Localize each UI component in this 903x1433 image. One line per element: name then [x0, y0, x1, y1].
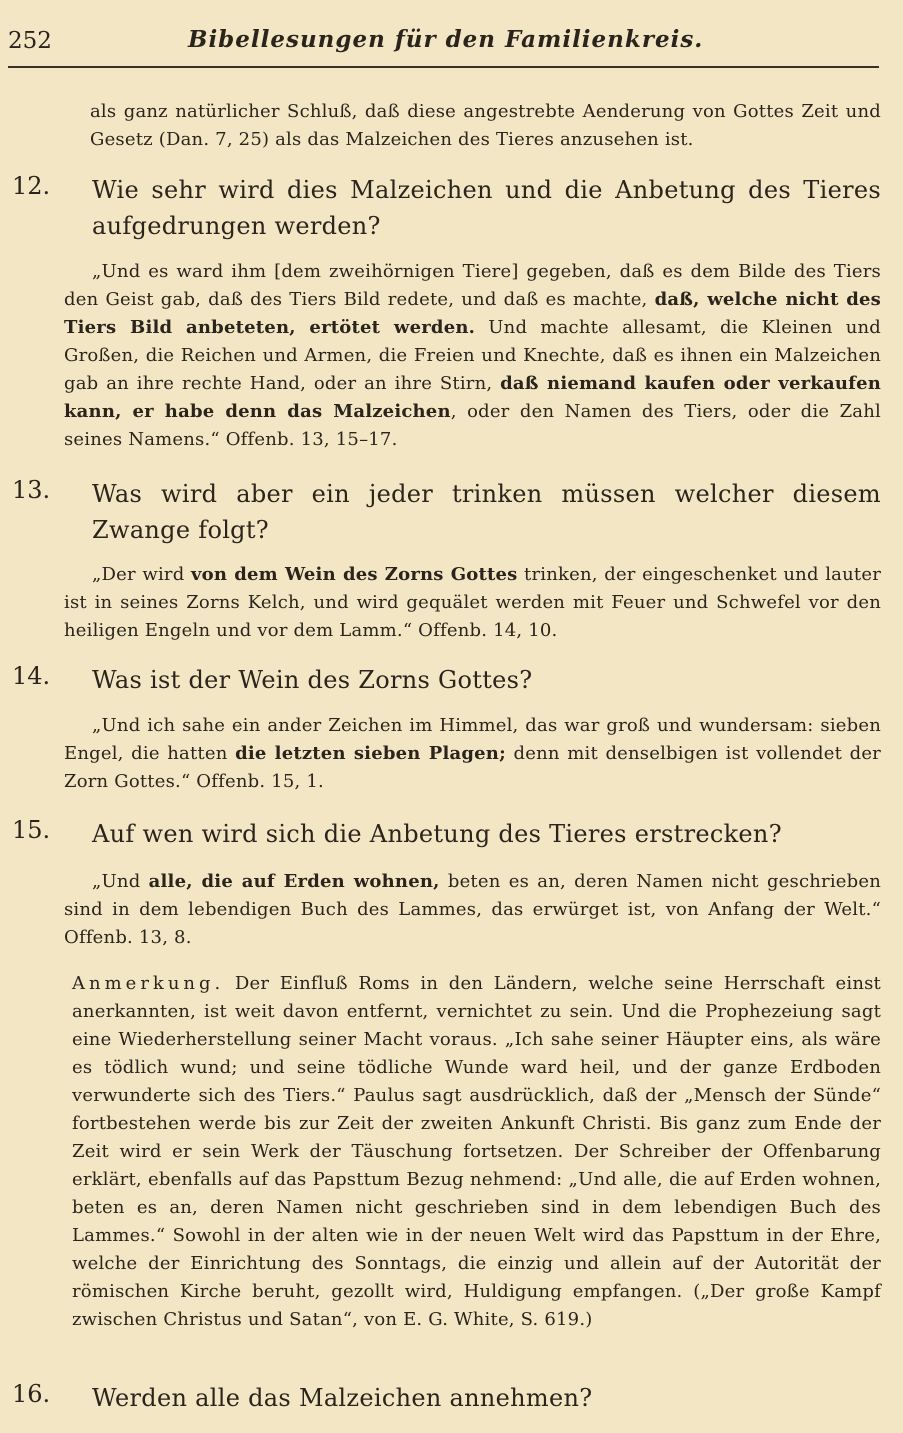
question-number: 13. — [12, 476, 51, 504]
answer-14 — [8, 712, 881, 796]
quote-text: beten es an, deren Namen nicht geschrieben sind in dem lebendigen Buch des Lammes, das erwürget ist, von Anfang der Welt.“ Offenb. 13, 8. — [64, 871, 882, 948]
quote-text: denn mit denselbigen ist vollendet der Zorn Gottes.“ Offenb. 15, 1. — [64, 743, 881, 792]
quote-text: trinken, der eingeschenket und lauter ist in seines Zorns Kelch, und wird gequälet werden mit Feuer und Schwefel vor den heiligen Engeln und vor dem Lamm.“ Offenb. 14, 10. — [64, 564, 881, 641]
intro-continuation — [8, 98, 881, 154]
bible-quote — [64, 561, 881, 645]
running-title: Bibellesungen für den Familienkreis. — [188, 26, 704, 53]
quote-emphasis: von dem Wein des Zorns Gottes — [190, 564, 518, 585]
answer-12 — [8, 258, 881, 454]
question-text: Werden alle das Malzeichen annehmen? — [92, 1384, 593, 1412]
question-number: 12. — [12, 172, 51, 200]
annotation — [8, 970, 881, 1334]
question-14 — [8, 662, 881, 698]
page-header — [8, 22, 879, 68]
question-16 — [8, 1380, 881, 1416]
question-15 — [8, 816, 881, 852]
bible-quote — [64, 868, 881, 952]
annotation-label: Anmerkung. — [72, 973, 225, 994]
quote-text: „Und — [92, 871, 149, 892]
quote-emphasis: daß niemand kaufen oder verkaufen kann, er habe denn das Malzeichen — [64, 373, 882, 422]
bible-quote — [64, 258, 881, 454]
intro-text: als ganz natürlicher Schluß, daß diese angestrebte Aenderung von Gottes Zeit und Gesetz (Dan. 7, 25) als das Malzeichen des Tieres anzusehen ist. — [90, 101, 881, 150]
quote-text: „Der wird — [92, 564, 191, 585]
question-text: Was ist der Wein des Zorns Gottes? — [92, 666, 533, 694]
quote-emphasis: alle, die auf Erden wohnen, — [148, 871, 440, 892]
question-text: Wie sehr wird dies Malzeichen und die Anbetung des Tieres aufgedrungen werden? — [92, 176, 881, 240]
question-text: Was wird aber ein jeder trinken müssen welcher diesem Zwange folgt? — [92, 480, 881, 544]
page-number: 252 — [8, 28, 52, 54]
answer-15 — [8, 868, 881, 952]
question-12 — [8, 172, 881, 244]
question-number: 16. — [12, 1380, 51, 1408]
quote-text: , oder den Namen des Tiers, oder die Zahl seines Namens.“ Offenb. 13, 15–17. — [64, 401, 881, 450]
question-text: Auf wen wird sich die Anbetung des Tieres erstrecken? — [92, 820, 782, 848]
question-number: 14. — [12, 662, 51, 690]
answer-13 — [8, 561, 881, 645]
question-number: 15. — [12, 816, 51, 844]
quote-text: „Und es ward ihm [dem zweihörnigen Tiere] gegeben, daß es dem Bilde des Tiers den Geist gab, daß des Tiers Bild redete, und daß es machte, — [64, 261, 881, 310]
question-13 — [8, 476, 881, 548]
annotation-text: Der Einfluß Roms in den Ländern, welche seine Herrschaft einst anerkannten, ist weit davon entfernt, vernichtet zu sein. Und die Prophezeiung sagt eine Wiederherstellung seiner Macht voraus. „Ich sahe seiner Häupter eins, als wäre es tödlich wund; und seine tödliche Wunde ward heil, und der ganze Erdboden verwunderte sich des Tiers.“ Paulus sagt ausdrücklich, daß der „Mensch der Sünde“ fortbestehen werde bis zur Zeit der zweiten Ankunft Christi. Bis ganz zum Ende der Zeit wird er sein Werk der Täuschung fortsetzen. Der Schreiber der Offenbarung erklärt, ebenfalls auf das Papsttum Bezug nehmend: „Und alle, die auf Erden wohnen, beten es an, deren Namen nicht geschrieben sind in dem lebendigen Buch des Lammes.“ Sowohl in der alten wie in der neuen Welt wird das Papsttum in der Ehre, welche der Einrichtung des Sonntags, die einzig und allein auf der Autorität der römischen Kirche beruht, gezollt wird, Huldigung empfangen. („Der große Kampf zwischen Christus und Satan“, von E. G. White, S. 619.) — [72, 973, 881, 1330]
quote-emphasis: daß, welche nicht des Tiers Bild anbeteten, ertötet werden. — [64, 289, 882, 338]
quote-emphasis: die letzten sieben Plagen; — [235, 743, 506, 764]
bible-quote — [64, 712, 881, 796]
annotation-paragraph — [72, 970, 881, 1334]
quote-text: Und machte allesamt, die Kleinen und Großen, die Reichen und Armen, die Freien und Knechte, daß es ihnen ein Malzeichen gab an ihre rechte Hand, oder an ihre Stirn, — [64, 317, 882, 394]
quote-text: „Und ich sahe ein ander Zeichen im Himmel, das war groß und wundersam: sieben Engel, die hatten — [64, 715, 881, 764]
